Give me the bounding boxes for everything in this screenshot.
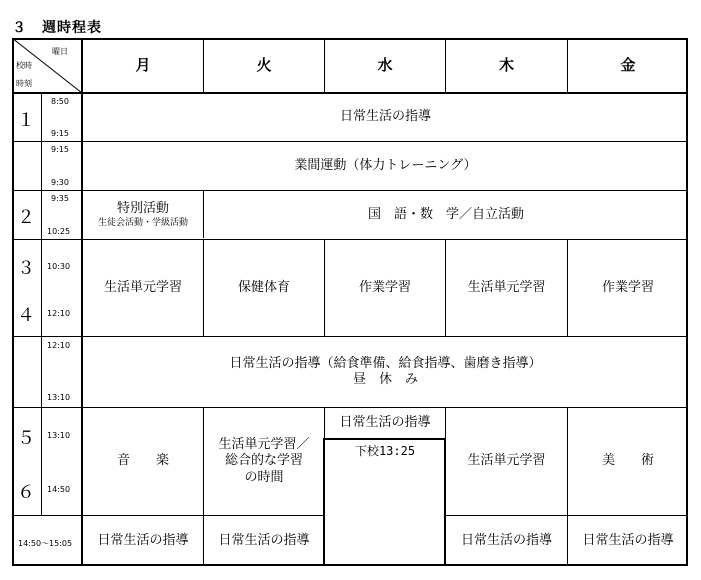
period-time-range: 14:50〜15:05 — [18, 539, 73, 548]
row4-tue: 保健体育 — [237, 279, 290, 295]
period-number: ５ — [17, 428, 35, 449]
row2-activity: 業間運動（体力トレーニング） — [294, 157, 477, 173]
day-header-tue: 火 — [256, 55, 272, 74]
period-number: ６ — [17, 482, 35, 503]
row5-lunch-break: 昼 休 み — [352, 372, 418, 387]
day-header-wed: 水 — [377, 55, 393, 74]
row7-tue: 日常生活の指導 — [218, 532, 310, 548]
period-end-time: 9:30 — [51, 178, 69, 187]
corner-period-label: 校時 — [16, 61, 32, 70]
row4-fri: 作業学習 — [601, 279, 654, 295]
period-number: １ — [17, 110, 35, 131]
period-end-time: 10:25 — [47, 227, 71, 236]
period-number: ４ — [17, 305, 35, 326]
row7-thu: 日常生活の指導 — [460, 532, 552, 548]
row7-mon: 日常生活の指導 — [97, 532, 189, 548]
grid-line — [41, 92, 42, 515]
row3-mon-subtitle: 生徒会活動・学級活動 — [97, 217, 188, 228]
page-title: ３ 週時程表 — [12, 20, 102, 36]
corner-day-label: 曜日 — [52, 47, 68, 56]
row3-mon-title: 特別活動 — [116, 201, 169, 217]
period-start-time: 9:15 — [51, 145, 69, 154]
row6-tue-line: の時間 — [244, 469, 284, 485]
row6-mon: 音 楽 — [116, 453, 169, 469]
grid-line — [324, 438, 446, 440]
period-start-time: 8:50 — [51, 97, 69, 106]
corner-time-label: 時刻 — [16, 79, 32, 88]
row6-fri: 美 術 — [601, 453, 654, 469]
row6-thu: 生活単元学習 — [467, 453, 546, 469]
period-end-time: 14:50 — [47, 485, 71, 494]
row6-wed-dismissal: 下校13:25 — [354, 443, 416, 458]
row3-rest-activity: 国 語・数 学／自立活動 — [367, 206, 524, 222]
row6-tue-line: 生活単元学習／ — [218, 437, 310, 453]
period-start-time: 13:10 — [47, 431, 71, 440]
period-end-time: 9:15 — [51, 129, 69, 138]
period-start-time: 9:35 — [51, 194, 69, 203]
row7-fri: 日常生活の指導 — [582, 532, 674, 548]
row4-wed: 作業学習 — [358, 279, 411, 295]
day-header-mon: 月 — [135, 55, 151, 74]
row3-mon-cell — [83, 191, 203, 239]
day-header-fri: 金 — [620, 55, 636, 74]
row5-cell — [83, 337, 688, 407]
period-number: ２ — [17, 207, 35, 228]
day-header-thu: 木 — [498, 55, 514, 74]
row4-thu: 生活単元学習 — [467, 279, 546, 295]
row6-tue-cell — [204, 408, 324, 515]
period-end-time: 13:10 — [47, 393, 71, 402]
row6-wed-top: 日常生活の指導 — [339, 414, 431, 430]
row1-activity: 日常生活の指導 — [339, 109, 431, 125]
period-end-time: 12:10 — [47, 309, 71, 318]
period-start-time: 10:30 — [47, 262, 71, 271]
row5-activity: 日常生活の指導（給食準備、給食指導、歯磨き指導） — [229, 355, 542, 371]
row4-mon: 生活単元学習 — [103, 279, 182, 295]
period-start-time: 12:10 — [47, 341, 71, 350]
row6-tue-line: 総合的な学習 — [224, 453, 303, 469]
period-number: ３ — [17, 258, 35, 279]
